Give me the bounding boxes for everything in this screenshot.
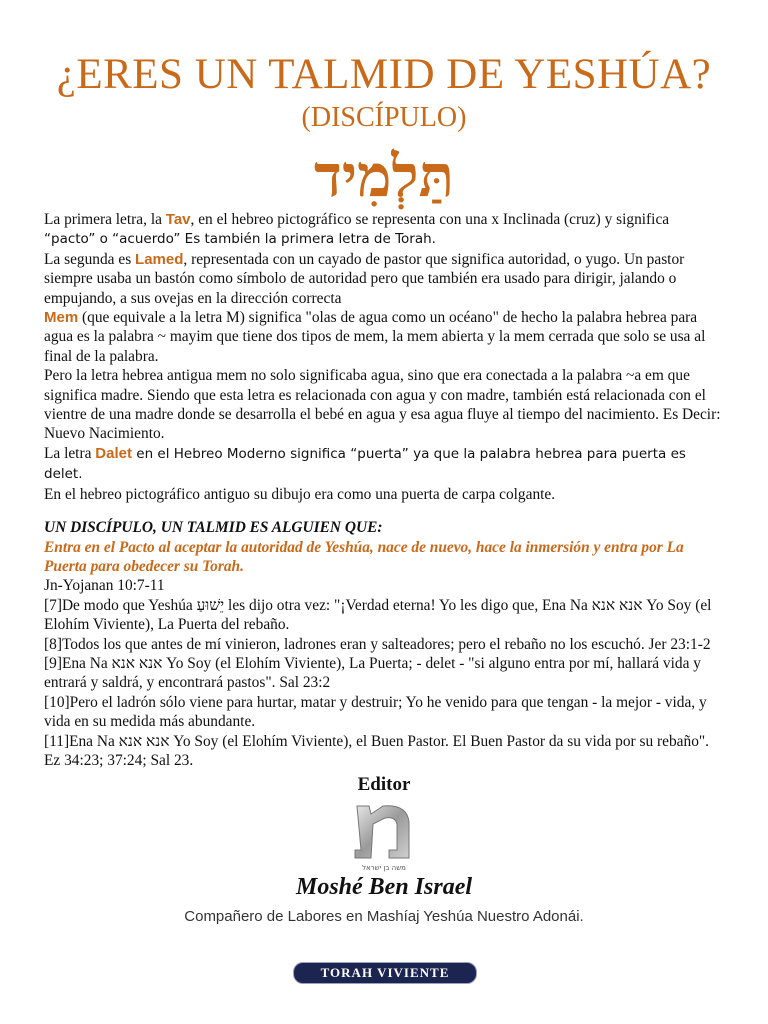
hebrew-word: תַּלְמִיד [314, 142, 454, 210]
section-heading: UN DISCÍPULO, UN TALMID ES ALGUIEN QUE: [44, 519, 383, 537]
tav-text-3: “pacto” o “acuerdo” Es también la primera letra de Torah. [44, 231, 436, 248]
page-title: ¿ERES UN TALMID DE YESHÚA? [56, 51, 712, 98]
dalet-highlight: Dalet [95, 444, 132, 462]
verse-7: [7]De modo que Yeshúa יֵשׁוּעַ les dijo otra vez: "¡Verdad eterna! Yo les digo que, Ena Na אנא אנא Yo Soy (el Elohím Viviente), La Puerta del rebaño. [44, 596, 712, 634]
dalet-text-2: en el Hebreo Moderno significa “puerta” ya que la palabra hebrea para puerta es delet. [44, 445, 686, 483]
mem-logo-icon [349, 800, 419, 876]
dalet-paragraph [44, 444, 724, 485]
spacer [44, 504, 724, 518]
lamed-text-1: La segunda es [44, 250, 136, 268]
mem-paragraph-2: Pero la letra hebrea antigua mem no solo significaba agua, sino que era conectada a la palabra ~a em que significa madre. Siendo que esta letra es relacionada con agua y con madre, también está relacionada con el vientre de una madre donde se desarrolla el bebé en agua y esa agua fluye al tiempo del nacimiento. Es Decir: Nuevo Nacimiento. [44, 367, 721, 443]
mem-highlight: Mem [44, 309, 79, 327]
tav-text-2: , en el hebreo pictográfico se representa con una x Inclinada (cruz) y significa [190, 211, 670, 228]
verse-10: [10]Pero el ladrón sólo viene para hurtar, matar y destruir; Yo he venido para que tengan - la mejor - vida, y vida en su medida más abundante. [44, 693, 707, 731]
lamed-text-2: , representada con un cayado de pastor que significa autoridad, o yugo. Un pastor siempre usaba un bastón como símbolo de autoridad pero que también era usado para dirigir, jalando o empujando, a sus ovejas en la dirección correcta [44, 250, 685, 307]
document-body [44, 210, 724, 770]
scripture-reference: Jn-Yojanan 10:7-11 [44, 577, 165, 595]
section-statement: Entra en el Pacto al aceptar la autoridad de Yeshúa, nace de nuevo, hace la inmersión y entra por La Puerta para obedecer su Torah. [44, 538, 684, 575]
mem-paragraph [44, 308, 724, 366]
logo-caption: משה בן ישראל [362, 864, 406, 872]
verse-9: [9]Ena Na אנא אנא Yo Soy (el Elohím Viviente), La Puerta; - delet - "si alguno entra por mí, hallará vida y entrará y saldrá, y encontrará pastos". Sal 23:2 [44, 654, 701, 692]
verse-11: [11]Ena Na אנא אנא Yo Soy (el Elohím Viviente), el Buen Pastor. El Buen Pastor da su vida por su rebaño". Ez 34:23; 37:24; Sal 23. [44, 732, 710, 769]
editor-label: Editor [357, 774, 411, 795]
signature: Moshé Ben Israel [295, 874, 473, 900]
lamed-highlight: Lamed [135, 250, 184, 268]
lamed-paragraph [44, 250, 724, 308]
tav-highlight: Tav [165, 211, 191, 228]
mem-text-2: (que equivale a la letra M) significa "olas de agua como un océano" de hecho la palabra hebrea para agua es la palabra ~ mayim que tiene dos tipos de mem, la mem abierta y la mem cerrada que solo se usa al final de la palabra. [44, 309, 706, 365]
dalet-paragraph-2: En el hebreo pictográfico antiguo su dibujo era como una puerta de carpa colgante. [44, 485, 556, 503]
page-subtitle: (DISCÍPULO) [301, 102, 467, 133]
tav-paragraph [44, 210, 724, 250]
companion-line: Compañero de Labores en Mashíaj Yeshúa Nuestro Adonái. [184, 908, 584, 925]
tav-text-1: La primera letra, la [44, 211, 166, 228]
torah-viviente-banner[interactable]: TORAH VIVIENTE [293, 962, 477, 984]
verse-8: [8]Todos los que antes de mí vinieron, ladrones eran y salteadores; pero el rebaño no los escuchó. Jer 23:1-2 [44, 635, 711, 653]
dalet-text-1: La letra [44, 444, 96, 462]
